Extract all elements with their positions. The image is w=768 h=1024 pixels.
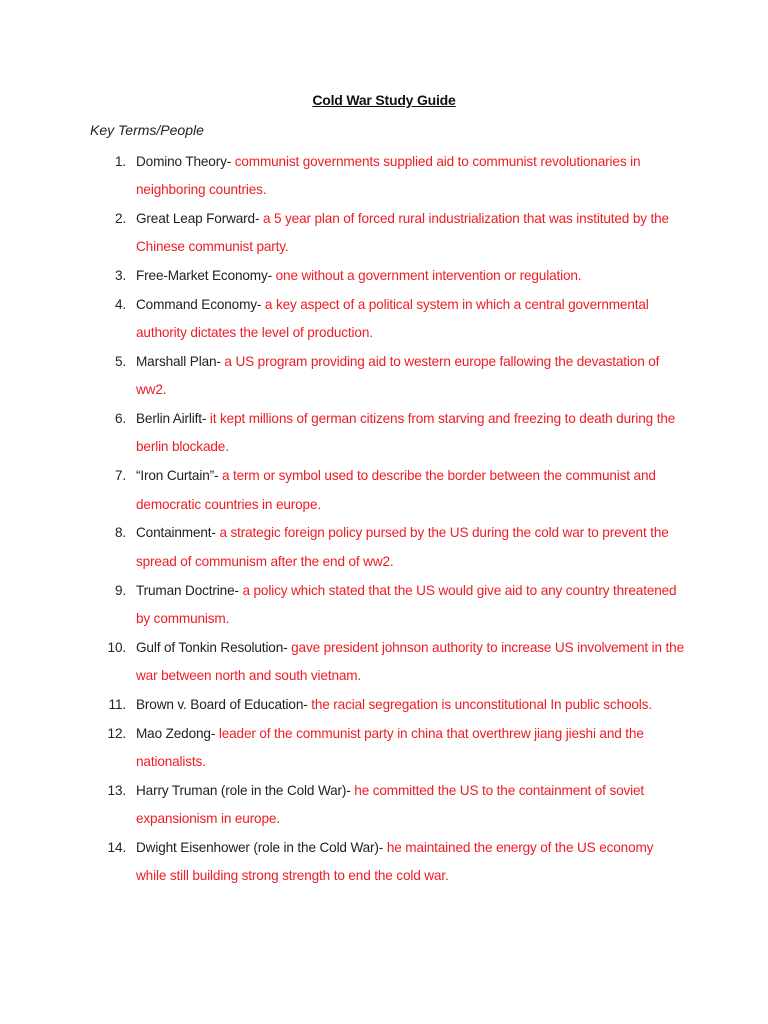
item-definition: a term or symbol used to describe the border between the communist and democratic countries in europe. (136, 468, 656, 512)
list-item (104, 777, 684, 833)
item-number: 11. (108, 696, 126, 712)
list-item (104, 519, 684, 575)
list-item (104, 405, 684, 461)
item-definition: one without a government intervention or regulation. (275, 268, 582, 284)
item-definition: a US program providing aid to western europe fallowing the devastation of ww2. (136, 354, 660, 398)
item-definition: it kept millions of german citizens from starving and freezing to death during the berlin blockade. (136, 411, 676, 455)
item-definition: a policy which stated that the US would give aid to any country threatened by communism. (136, 582, 677, 626)
item-term: Containment- (136, 525, 220, 541)
item-definition: communist governments supplied aid to communist revolutionaries in neighboring countries. (136, 154, 641, 198)
item-number: 4. (114, 297, 126, 313)
section-heading: Key Terms/People (90, 122, 204, 138)
item-number: 14. (107, 839, 126, 855)
list-item (104, 577, 684, 633)
item-number: 7. (114, 468, 126, 484)
item-number: 8. (114, 525, 126, 541)
item-term: Great Leap Forward- (136, 211, 263, 227)
item-number: 10. (107, 639, 126, 655)
list-item (104, 148, 684, 204)
item-term: Harry Truman (role in the Cold War)- (136, 782, 355, 798)
list-item (104, 634, 684, 690)
item-number: 12. (107, 725, 126, 741)
item-number: 3. (114, 268, 126, 284)
list-item (104, 691, 684, 719)
list-item (104, 834, 684, 890)
item-term: Berlin Airlift- (136, 411, 210, 427)
list-item (104, 262, 684, 290)
item-definition: the racial segregation is unconstitutional In public schools. (311, 696, 652, 712)
item-term: Command Economy- (136, 297, 265, 313)
list-item (104, 462, 684, 518)
item-definition: leader of the communist party in china that overthrew jiang jieshi and the nationalists. (136, 725, 644, 769)
list-item (104, 205, 684, 261)
item-definition: a 5 year plan of forced rural industrialization that was instituted by the Chinese communist party. (136, 211, 669, 255)
item-term: Truman Doctrine- (136, 582, 243, 598)
item-number: 9. (114, 582, 126, 598)
item-number: 5. (114, 354, 126, 370)
page-title: Cold War Study Guide (312, 92, 456, 108)
item-term: Free-Market Economy- (136, 268, 276, 284)
item-definition: a strategic foreign policy pursed by the US during the cold war to prevent the spread of communism after the end of ww2. (136, 525, 669, 569)
item-term: Gulf of Tonkin Resolution- (136, 639, 292, 655)
item-term: Dwight Eisenhower (role in the Cold War)- (136, 839, 387, 855)
item-term: Brown v. Board of Education- (136, 696, 312, 712)
list-item (104, 720, 684, 776)
item-number: 1. (114, 154, 126, 169)
item-term: “Iron Curtain”- (136, 468, 222, 484)
item-number: 6. (114, 411, 126, 427)
list-item (104, 348, 684, 404)
list-item (104, 291, 684, 347)
item-number: 13. (107, 782, 126, 798)
item-definition: a key aspect of a political system in which a central governmental authority dictates the level of production. (136, 297, 649, 341)
item-term: Marshall Plan- (136, 354, 225, 370)
item-definition: he committed the US to the containment of soviet expansionism in europe. (136, 782, 645, 826)
key-terms-list (104, 148, 684, 891)
item-number: 2. (114, 211, 126, 227)
item-term: Domino Theory- (136, 154, 235, 169)
item-term: Mao Zedong- (136, 725, 219, 741)
item-definition: he maintained the energy of the US economy while still building strong strength to end the cold war. (136, 839, 654, 884)
item-definition: gave president johnson authority to increase US involvement in the war between north and south vietnam. (136, 639, 685, 683)
